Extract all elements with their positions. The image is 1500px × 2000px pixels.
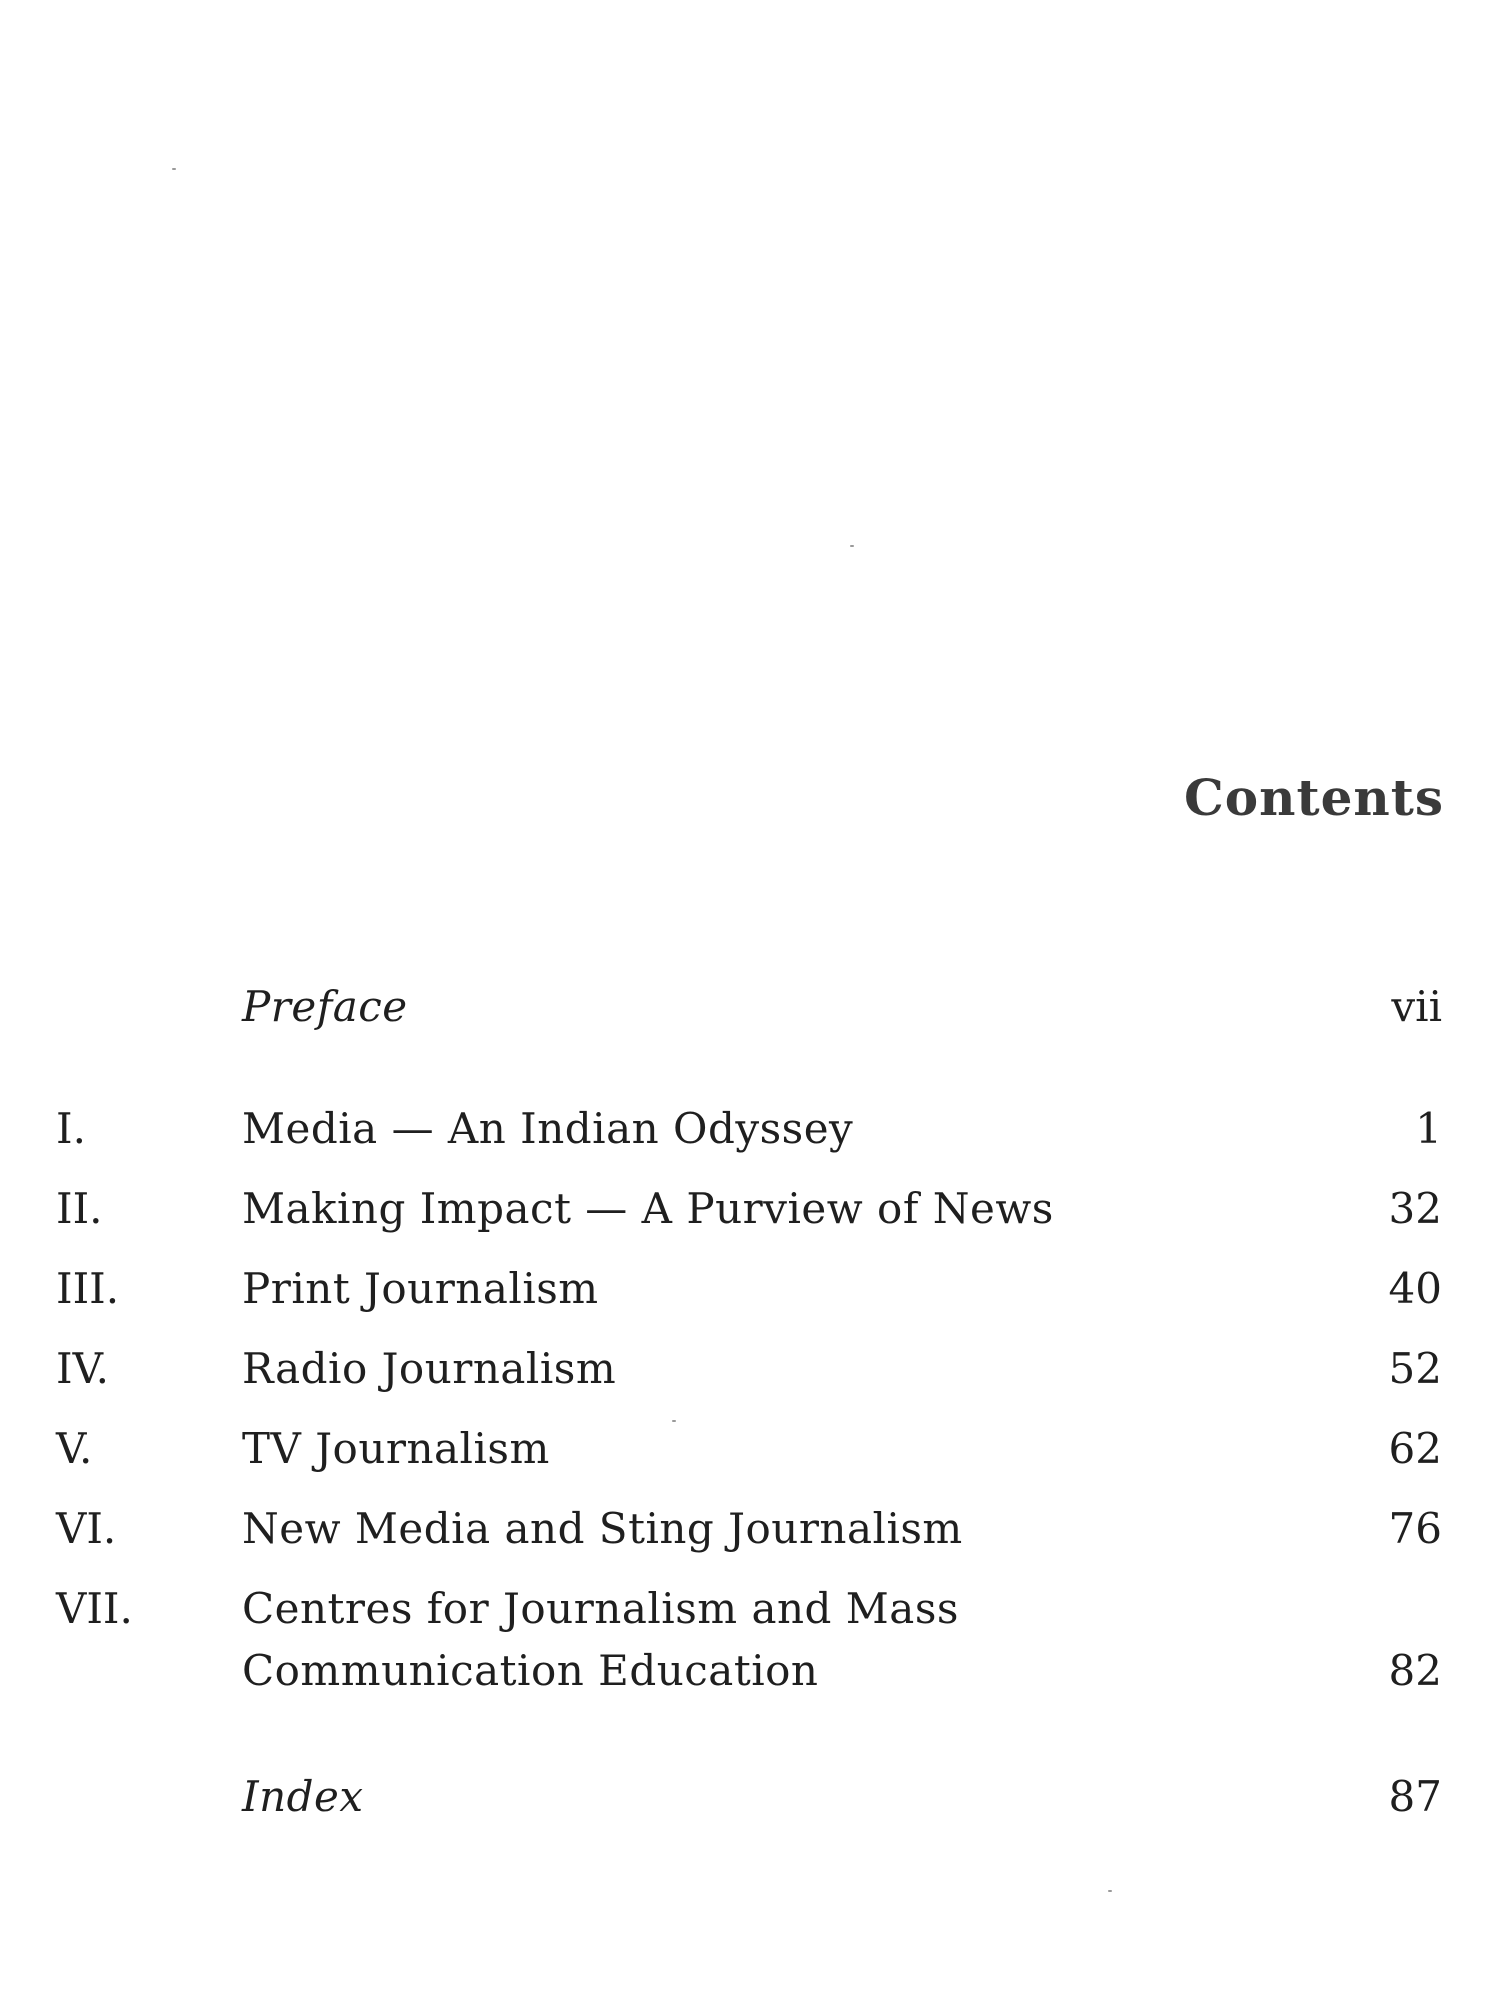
chapter-number: VI.	[56, 1504, 117, 1553]
entry-page: 62	[1388, 1424, 1442, 1473]
scan-speck	[850, 545, 854, 547]
entry-page: vii	[1391, 982, 1442, 1031]
entry-page: 32	[1388, 1184, 1442, 1233]
scan-speck	[672, 1420, 676, 1422]
toc-entry-index	[0, 1766, 1500, 1836]
scan-speck	[1108, 1890, 1112, 1892]
toc-entry-chapter-5	[0, 1418, 1500, 1488]
entry-page: 1	[1415, 1104, 1442, 1153]
toc-entry-chapter-3	[0, 1258, 1500, 1328]
entry-title-line-1: Centres for Journalism and Mass	[242, 1584, 959, 1633]
toc-entry-chapter-7	[0, 1578, 1500, 1710]
entry-page: 82	[1388, 1646, 1442, 1695]
toc-entry-preface	[0, 976, 1500, 1046]
chapter-number: III.	[56, 1264, 120, 1313]
toc-entry-chapter-2	[0, 1178, 1500, 1248]
entry-page: 52	[1388, 1344, 1442, 1393]
entry-page: 87	[1388, 1772, 1442, 1821]
toc-entry-chapter-1	[0, 1098, 1500, 1168]
entry-title: New Media and Sting Journalism	[242, 1504, 963, 1553]
entry-title: Media — An Indian Odyssey	[242, 1104, 854, 1153]
contents-heading: Contents	[1183, 768, 1444, 827]
chapter-number: II.	[56, 1184, 103, 1233]
chapter-number: IV.	[56, 1344, 109, 1393]
chapter-number: I.	[56, 1104, 86, 1153]
entry-page: 40	[1388, 1264, 1442, 1313]
scan-speck	[172, 168, 176, 170]
entry-title: TV Journalism	[242, 1424, 550, 1473]
entry-title: Print Journalism	[242, 1264, 599, 1313]
entry-title: Preface	[242, 982, 408, 1031]
entry-title: Radio Journalism	[242, 1344, 617, 1393]
toc-entry-chapter-6	[0, 1498, 1500, 1568]
entry-title	[242, 1578, 959, 1702]
chapter-number: V.	[56, 1424, 93, 1473]
toc-entry-chapter-4	[0, 1338, 1500, 1408]
chapter-number: VII.	[56, 1584, 133, 1633]
entry-page: 76	[1388, 1504, 1442, 1553]
entry-title: Index	[242, 1772, 364, 1821]
entry-title: Making Impact — A Purview of News	[242, 1184, 1054, 1233]
entry-title-line-2: Communication Education	[242, 1646, 819, 1695]
